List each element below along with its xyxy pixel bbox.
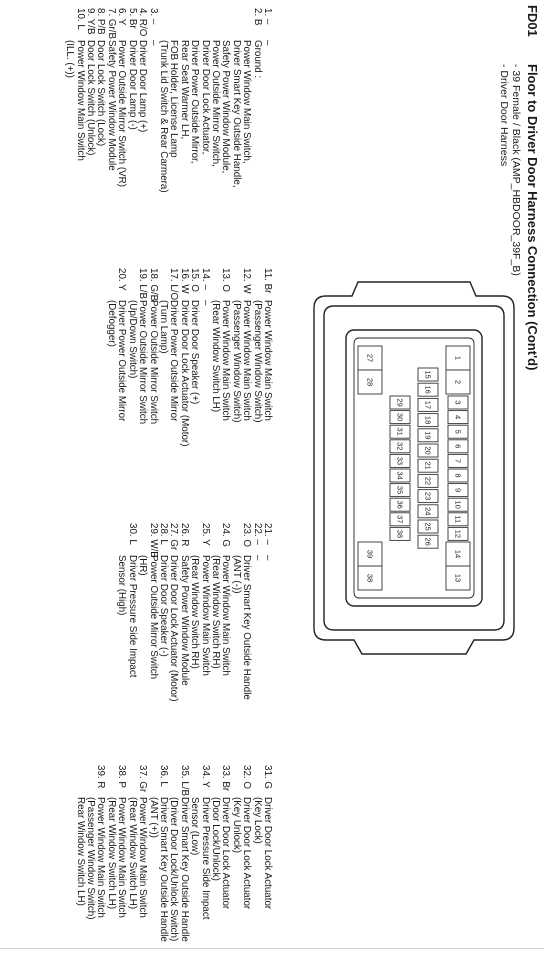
pin-description: (Key Lock)	[251, 797, 263, 844]
cavity-pin-label: 1	[453, 355, 463, 361]
pin-description: Driver Power Outside Mirror,	[189, 40, 201, 164]
pin-description: Driver Door Lock Actuator (Motor)	[168, 555, 180, 702]
pin-number: 11. Br	[262, 268, 273, 294]
pin-description: Sensor (High)	[116, 555, 128, 616]
pin-description: Driver Power Outside Mirror	[168, 300, 180, 422]
pin-row	[241, 765, 251, 942]
pin-number	[74, 765, 84, 797]
cavity-pin-label: 36	[395, 500, 405, 509]
cavity-pin-label: 28	[365, 377, 375, 387]
cavity-pin-label: 29	[395, 398, 405, 407]
pin-number: 13. O	[220, 268, 232, 292]
pin-description: Ground :	[251, 40, 263, 79]
pin-row	[220, 765, 230, 942]
cavity-pin-label: 35	[395, 485, 405, 495]
pin-number	[210, 8, 220, 40]
pin-description: Driver Door Lamp (+)	[137, 40, 149, 133]
pin-row	[189, 268, 199, 446]
pin-number	[230, 8, 240, 40]
pin-row	[95, 765, 105, 942]
pin-row	[230, 765, 240, 942]
cavity-pin-label: 3	[453, 400, 463, 405]
pin-description: Safety Power Window Module,	[220, 40, 232, 174]
pin-number: 34. Y	[199, 765, 211, 788]
cavity-pin-label: 19	[423, 431, 433, 440]
pin-number: 6. Y	[116, 8, 128, 26]
pin-number: 9. Y/B	[85, 8, 97, 35]
pin-row	[220, 523, 230, 701]
pin-description: Power Window Main Switch	[241, 300, 253, 421]
pin-row	[251, 523, 261, 701]
cavity-pin-label: 13	[453, 573, 463, 583]
pin-number	[147, 765, 157, 797]
connector-diagram	[294, 268, 534, 668]
pin-number: 1. –	[262, 8, 273, 25]
pin-row	[74, 8, 84, 193]
pin-row	[262, 765, 272, 942]
pin-number: 2. B	[251, 8, 263, 26]
pin-row	[199, 523, 209, 701]
pin-row	[262, 268, 272, 446]
pin-row	[126, 523, 136, 701]
pin-number: 22. –	[251, 523, 263, 545]
pin-row	[106, 765, 116, 942]
pin-row	[158, 523, 168, 701]
pin-number	[85, 765, 95, 797]
pin-row	[199, 8, 209, 193]
pin-row	[116, 8, 126, 193]
pin-column-3	[116, 523, 272, 701]
pin-row	[251, 268, 261, 446]
cavity-pin-label: 20	[423, 446, 433, 455]
pin-description: Driver Smart Key Outside Handle	[157, 797, 169, 942]
pin-description: Safety Power Window Module	[105, 40, 117, 171]
cavity-pin-label: 24	[423, 507, 433, 516]
pin-number: 26. R	[178, 523, 190, 547]
pin-number: 24. G	[220, 523, 232, 547]
cavity-pin-label: 10	[453, 500, 463, 509]
pin-row	[137, 268, 147, 446]
pin-number	[199, 8, 209, 40]
pin-description: (Rear Window Switch LH)	[209, 300, 221, 413]
pin-number: 8. P/B	[95, 8, 107, 35]
pin-row	[168, 8, 178, 193]
cavity-pin-label: 27	[365, 353, 375, 363]
pin-number: 23. O	[241, 523, 253, 547]
pin-row	[241, 523, 251, 701]
pin-description: Power Outside Mirror Switch	[147, 300, 159, 425]
pin-row	[116, 765, 126, 942]
connector-code: FD01	[525, 5, 540, 37]
cavity-pin-label: 38	[395, 529, 405, 539]
pin-number	[210, 765, 220, 797]
pin-row	[95, 8, 105, 193]
pin-number	[189, 523, 199, 555]
pin-description: (Rear Window Switch RH)	[189, 555, 201, 669]
pin-row	[147, 268, 157, 446]
pin-number	[230, 523, 240, 555]
pin-row	[189, 8, 199, 193]
pin-number: 20. Y	[116, 268, 128, 291]
pin-number: 30. L	[126, 523, 138, 545]
pin-row	[168, 765, 178, 942]
pin-description: (Turn Lamp)	[157, 300, 169, 354]
pin-description: Driver Smart Key Outside Handle	[178, 797, 190, 942]
pin-description: (Passenger Window Switch)	[85, 797, 97, 920]
pin-description: (ANT (-))	[230, 555, 242, 594]
pin-description: Driver Door Lock Actuator	[241, 797, 253, 910]
pin-description: (Passenger Window Switch)	[251, 300, 263, 423]
pin-column-1	[64, 8, 272, 193]
pin-row	[116, 523, 126, 701]
pin-row	[116, 268, 126, 446]
pin-number	[158, 8, 168, 40]
pin-number	[137, 523, 147, 555]
pin-description: Sensor (Low)	[189, 797, 201, 856]
pin-number: 36. L	[157, 765, 169, 787]
pin-description: –	[262, 40, 273, 46]
cavity-pin-label: 16	[423, 385, 433, 394]
pin-number	[168, 8, 178, 40]
cavity-pin-label: 17	[423, 400, 433, 410]
pin-number	[220, 8, 230, 40]
pin-number: 15. O	[189, 268, 201, 292]
pin-description: Driver Pressure Side Impact	[126, 555, 138, 678]
pin-description: Driver Door Speaker (+)	[189, 300, 201, 405]
pin-description: (Rear Window Switch LH)	[105, 797, 117, 910]
pin-description: (Rear Window Switch RH)	[209, 555, 221, 669]
pin-number: 12. W	[241, 268, 253, 294]
pin-number	[251, 268, 261, 300]
pin-row	[199, 765, 209, 942]
pin-description: Power Window Main Switch	[74, 40, 86, 161]
pin-number	[189, 765, 199, 797]
cavity-pin-label: 7	[453, 458, 463, 463]
pin-number: 7. Gr/B	[105, 8, 117, 40]
pin-description: Power Outside Mirror Switch (VR)	[116, 40, 128, 187]
harness-name: - Driver Door Harness	[498, 64, 510, 167]
pin-number: 28. L	[157, 523, 169, 545]
cavity-pin-label: 30	[395, 412, 405, 422]
pin-description: Door Lock Switch (Unlock)	[85, 40, 97, 156]
pin-row	[230, 523, 240, 701]
pin-row	[230, 8, 240, 193]
pin-row	[158, 8, 168, 193]
cavity-pin-label: 33	[395, 456, 405, 466]
pin-number	[116, 523, 126, 555]
pin-row	[158, 765, 168, 942]
pin-description: Driver Door Lock Actuator,	[199, 40, 211, 155]
pin-number: 33. Br	[220, 765, 232, 792]
pin-row	[158, 268, 168, 446]
pin-number: 37. Gr	[137, 765, 149, 793]
pin-column-2	[106, 268, 273, 446]
pin-number	[210, 523, 220, 555]
pin-row	[230, 268, 240, 446]
pin-description: –	[199, 300, 211, 306]
pin-number: 21. –	[262, 523, 273, 545]
pin-description: Power Window Main Switch	[220, 555, 232, 676]
pin-row	[178, 268, 188, 446]
pin-row	[147, 8, 157, 193]
pin-row	[64, 8, 74, 193]
pin-number: 17. L/O	[168, 268, 180, 301]
pin-description: Power Outside Mirror Switch,	[209, 40, 221, 167]
pin-description: Driver Door Lock Actuator (Motor)	[178, 300, 190, 447]
pin-number	[230, 268, 240, 300]
pin-number: 19. L/B	[137, 268, 149, 300]
pin-description: Power Window Main Switch	[220, 300, 232, 421]
cavity-pin-label: 8	[453, 473, 463, 478]
pin-description: (Key Unlock)	[230, 797, 242, 854]
pin-number: 25. Y	[199, 523, 211, 546]
pin-number	[168, 765, 178, 797]
pin-description: (Rear Window Switch LH)	[126, 797, 138, 910]
pin-number: 38. P	[116, 765, 128, 788]
pin-row	[137, 523, 147, 701]
pin-row	[126, 765, 136, 942]
pin-number	[106, 765, 116, 797]
pin-row	[85, 8, 95, 193]
pin-row	[168, 268, 178, 446]
pin-row	[220, 8, 230, 193]
pin-number: 14. –	[199, 268, 211, 290]
pin-number	[126, 268, 136, 300]
pin-row	[251, 765, 261, 942]
pin-description: Power Window Main Switch	[199, 555, 211, 676]
cavity-pin-label: 39	[365, 549, 375, 559]
pin-column-4	[74, 765, 272, 942]
pin-row	[178, 8, 188, 193]
pin-row	[251, 8, 261, 193]
pin-row	[241, 8, 251, 193]
pin-description: (Up/Down Switch)	[126, 300, 138, 379]
pin-description: Driver Smart Key Outside Handle,	[230, 40, 242, 188]
pin-row	[137, 8, 147, 193]
pin-number: 4. R/O	[137, 8, 149, 37]
pin-number: 35. L/B	[178, 765, 190, 797]
cavity-pin-label: 31	[395, 427, 405, 436]
pin-description: –	[262, 555, 273, 561]
cavity-pin-label: 38	[365, 573, 375, 583]
pin-description: (Passenger Window Switch)	[230, 300, 242, 423]
pin-row	[147, 523, 157, 701]
cavity-pin-label: 12	[453, 529, 463, 539]
cavity-pin-label: 34	[395, 471, 405, 480]
pin-number	[158, 268, 168, 300]
cavity-pin-label: 6	[453, 444, 463, 449]
pin-description: Driver Door Lock Actuator	[220, 797, 232, 910]
pin-description: –	[251, 555, 263, 561]
pin-number	[230, 765, 240, 797]
cavity-pin-label: 25	[423, 522, 433, 531]
pin-description: FOB Holder, License Lamp	[168, 40, 180, 158]
pin-number	[126, 765, 136, 797]
cavity-pin-label: 15	[423, 370, 433, 379]
pin-number	[189, 8, 199, 40]
pin-number	[178, 8, 188, 40]
pin-description: Power Window Main Switch	[137, 797, 149, 918]
pin-description: Power Window Main Switch	[95, 797, 107, 918]
pin-number: 31. G	[262, 765, 273, 789]
pin-description: Power Window Main Switch	[116, 797, 128, 918]
cavity-pin-label: 9	[453, 488, 463, 493]
pin-description: Safety Power Window Module	[178, 555, 190, 686]
pin-description: Driver Smart Key Outside Handle	[241, 555, 253, 700]
cavity-pin-label: 14	[453, 549, 463, 559]
connector-spec: - 39 Female / Black (AMP_HBDOOR_39F_B)	[510, 64, 522, 276]
pin-description: Driver Power Outside Mirror	[116, 300, 128, 422]
pin-description: Door Lock Switch (Lock)	[95, 40, 107, 147]
pin-description: (Door Lock/Unlock)	[209, 797, 221, 881]
pin-number: 29. W/B	[147, 523, 159, 558]
pin-row	[126, 8, 136, 193]
page-edge-divider	[0, 948, 544, 949]
pin-description: (ILL. (+))	[64, 40, 76, 78]
pin-row	[189, 765, 199, 942]
pin-number: 39. R	[95, 765, 107, 789]
cavity-pin-label: 23	[423, 491, 433, 501]
pin-row	[137, 765, 147, 942]
pin-description: (Defogger)	[105, 300, 117, 347]
pin-description: –	[147, 40, 159, 46]
pin-description: Power Outside Mirror Switch	[137, 300, 149, 425]
pin-row	[210, 8, 220, 193]
pin-row	[220, 268, 230, 446]
pin-row	[262, 523, 272, 701]
pin-number: 3. –	[147, 8, 159, 25]
pin-row	[126, 268, 136, 446]
pin-description: Power Window Main Switch	[262, 300, 273, 421]
pin-row	[241, 268, 251, 446]
pin-description: Driver Door Lamp (-)	[126, 40, 138, 130]
pin-row	[106, 8, 116, 193]
pin-description: (Trunk Lid Switch & Rear Carmera)	[157, 40, 169, 193]
connector-cavities	[358, 346, 470, 590]
cavity-pin-label: 37	[395, 515, 405, 524]
connector-outline	[314, 282, 514, 654]
pin-description: (Driver Door Lock/Unlock Switch)	[168, 797, 180, 942]
pin-number	[64, 8, 74, 40]
pin-number: 10. L	[74, 8, 86, 30]
pin-row	[106, 268, 116, 446]
pin-description: Driver Door Lock Actuator	[262, 797, 273, 910]
pin-number: 16. W	[178, 268, 190, 294]
pin-description: Rear Seat Warmer LH,	[178, 40, 190, 140]
pin-number: 5. Br	[126, 8, 138, 29]
pin-row	[168, 523, 178, 701]
cavity-pin-label: 26	[423, 537, 433, 546]
pin-row	[210, 523, 220, 701]
page-title: Floor to Driver Door Harness Connection (Cont'd)	[525, 64, 540, 371]
pin-number: 32. O	[241, 765, 253, 789]
cavity-pin-label: 32	[395, 442, 405, 451]
pin-description: Power Window Main Switch,	[241, 40, 253, 164]
cavity-pin-label: 2	[453, 379, 463, 385]
pin-row	[85, 765, 95, 942]
cavity-pin-label: 11	[453, 515, 463, 524]
pin-row	[74, 765, 84, 942]
pin-row	[262, 8, 272, 193]
cavity-pin-label: 18	[423, 415, 433, 425]
pin-row	[147, 765, 157, 942]
pin-row	[189, 523, 199, 701]
pin-description: Rear Window Switch LH)	[74, 797, 86, 906]
pin-description: Power Outside Mirror Switch	[147, 555, 159, 680]
pin-number: 18. G/B	[147, 268, 159, 302]
pin-description: (HR)	[137, 555, 149, 576]
pin-row	[199, 268, 209, 446]
pin-number	[241, 8, 251, 40]
pin-number	[106, 268, 116, 300]
cavity-pin-label: 21	[423, 461, 433, 470]
pin-number	[210, 268, 220, 300]
pin-row	[178, 765, 188, 942]
cavity-pin-label: 22	[423, 476, 433, 486]
pin-description: Driver Door Speaker (-)	[157, 555, 169, 657]
pin-number	[251, 765, 261, 797]
pin-number: 27. Gr	[168, 523, 180, 551]
pin-description: Driver Pressure Side Impact	[199, 797, 211, 920]
cavity-pin-label: 5	[453, 429, 463, 434]
pin-row	[210, 268, 220, 446]
pin-description: (ANT (+))	[147, 797, 159, 838]
pin-row	[210, 765, 220, 942]
pin-row	[178, 523, 188, 701]
cavity-pin-label: 4	[453, 415, 463, 420]
